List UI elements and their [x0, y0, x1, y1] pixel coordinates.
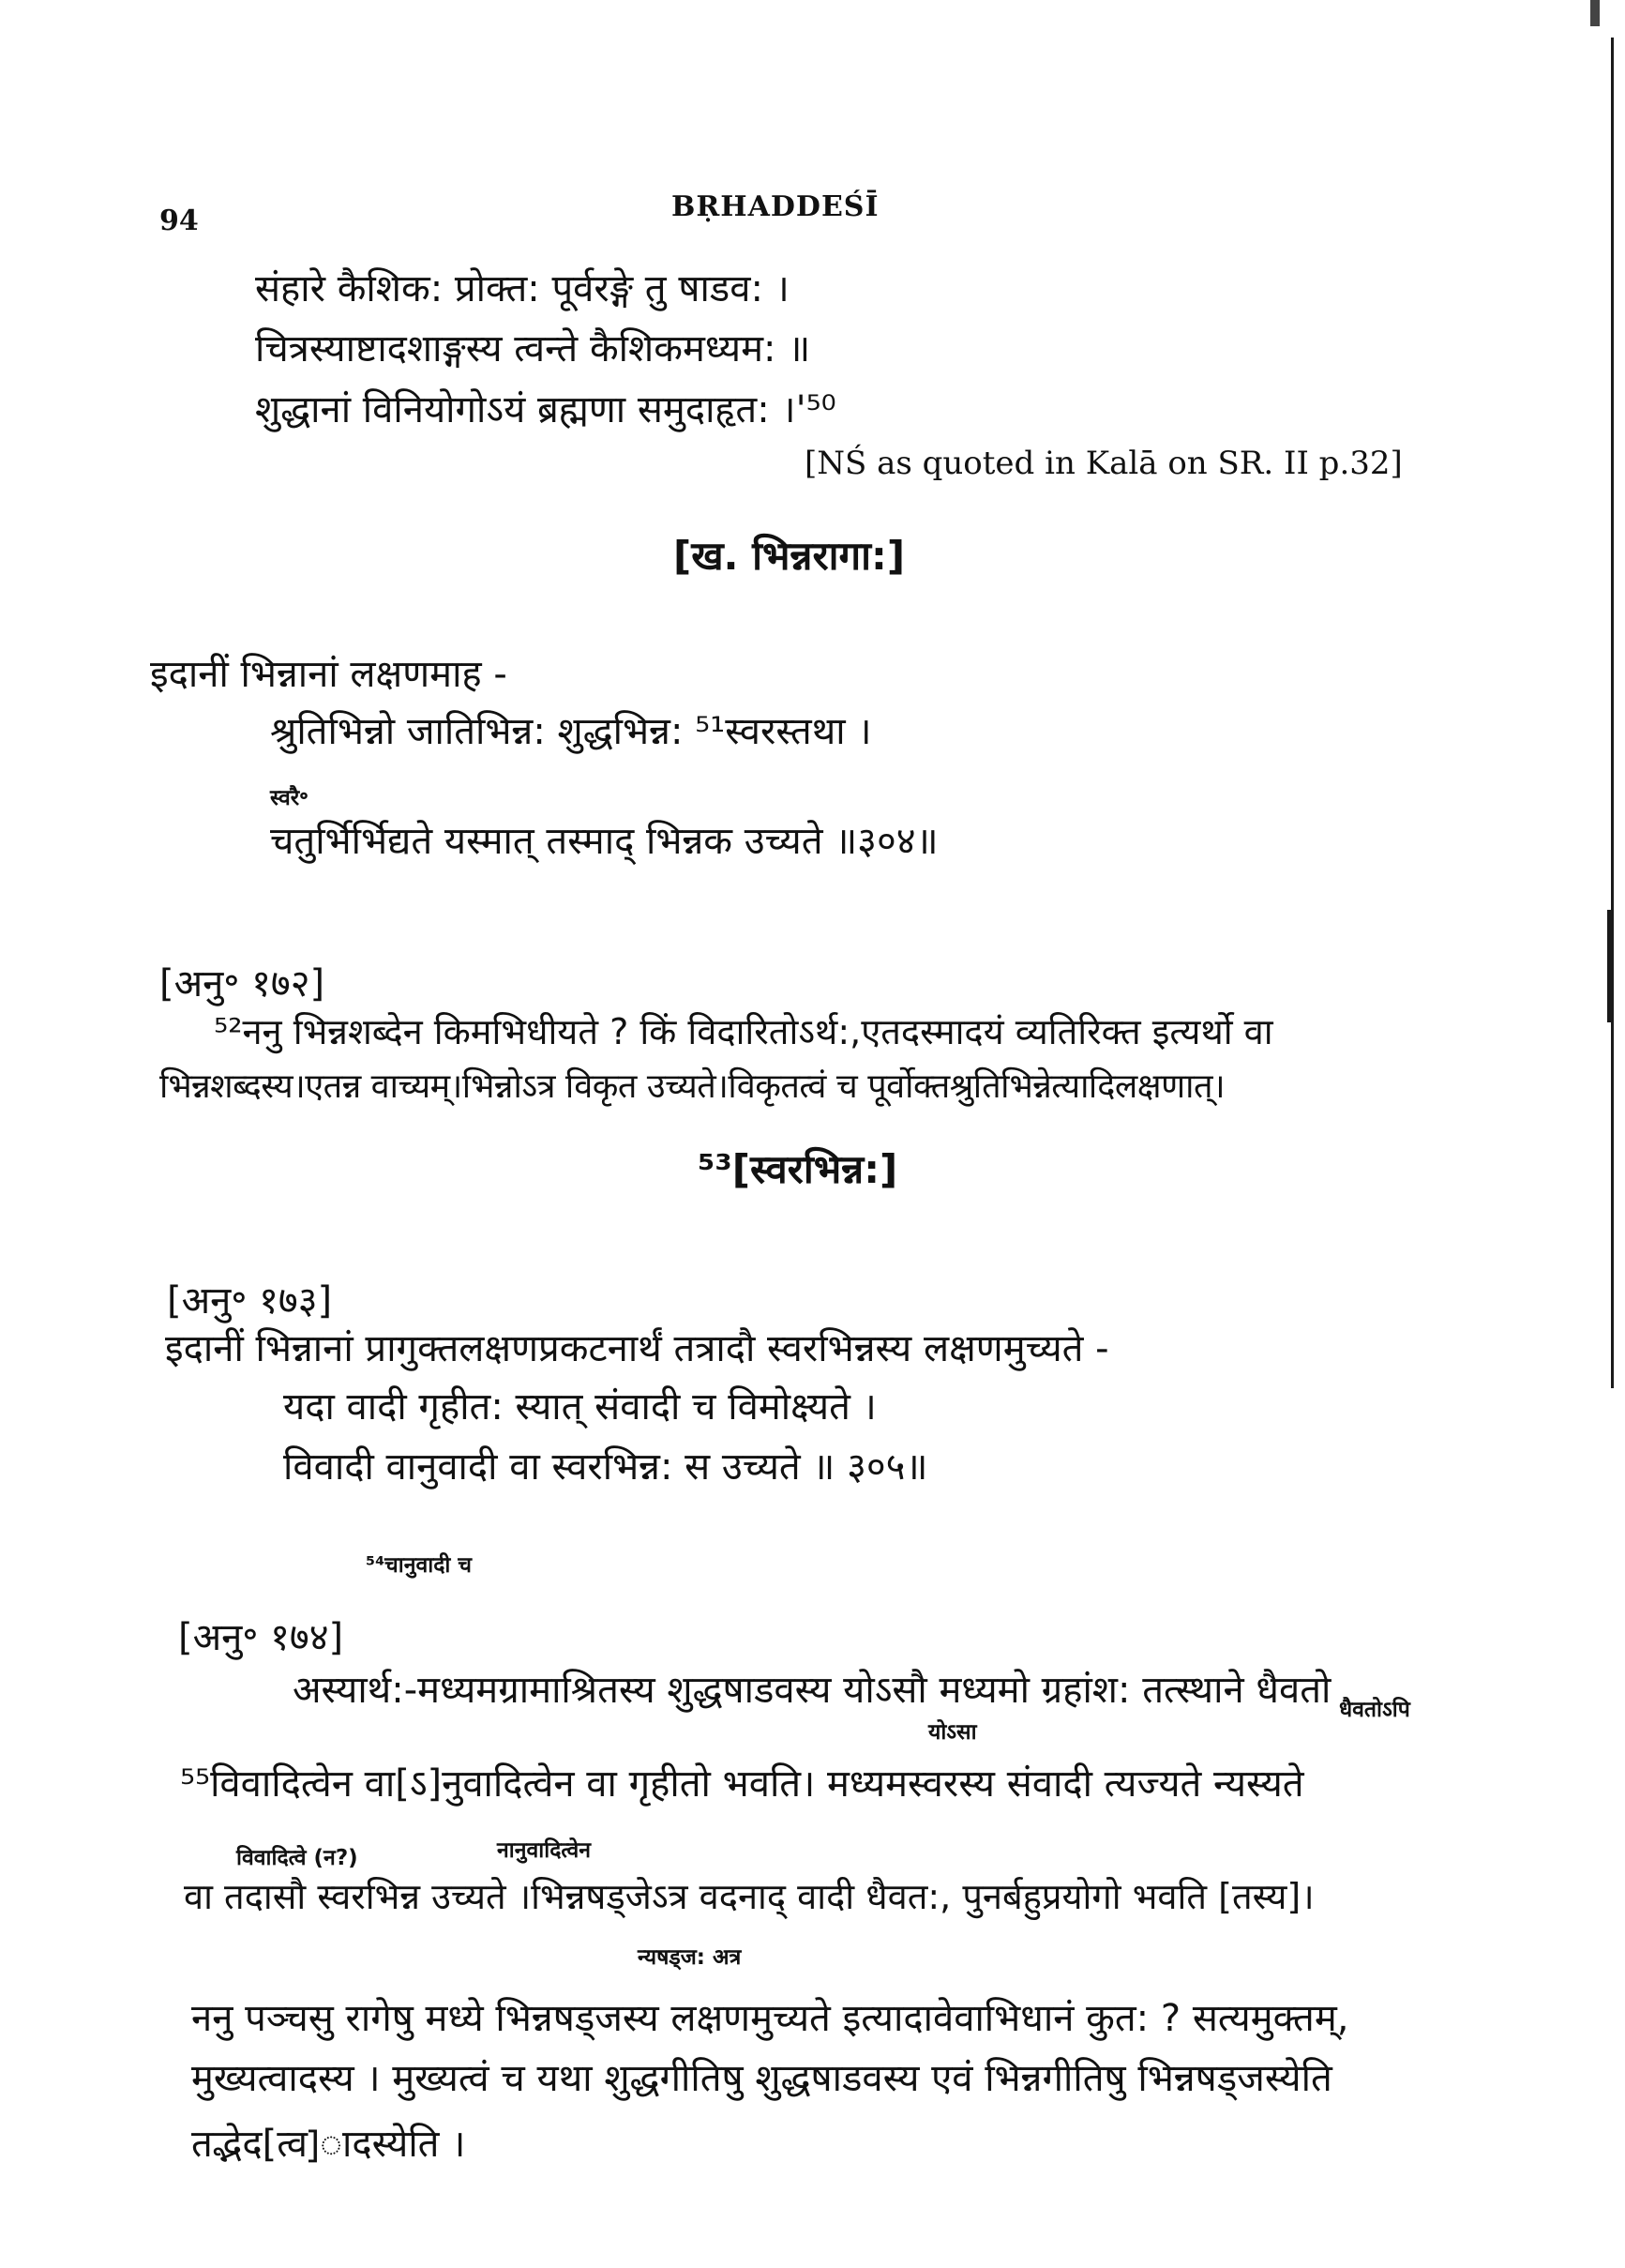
variant-note-nyashadja: न्यषड्ज: अत्र	[638, 1945, 742, 1970]
source-citation: [NŚ as quoted in Kalā on SR. II p.32]	[805, 445, 1403, 482]
anu-174-line-1: अस्यार्थ:-मध्यमग्रामाश्रितस्य शुद्धषाडवस्य योऽसौ मध्यमो ग्रहांश: तत्स्थाने धैवतो	[293, 1669, 1332, 1712]
variant-note-nanuvaditvena: नानुवादित्वेन	[497, 1838, 592, 1863]
section-heading-bhinna-ragas: [ख. भिन्नरागा:]	[673, 533, 906, 579]
intro-line: इदानीं भिन्नानां लक्षणमाह -	[150, 653, 507, 696]
scan-edge-line	[1611, 38, 1614, 1388]
anu-174-line-4: ननु पञ्चसु रागेषु मध्ये भिन्नषड्जस्य लक्षणमुच्यते इत्यादावेवाभिधानं कुत: ? सत्यमुक्तम्,	[191, 1997, 1349, 2040]
verse-305-line-1: यदा वादी गृहीत: स्यात् संवादी च विमोक्ष्यते ।	[283, 1385, 877, 1429]
variant-note-vivaditve: विवादित्वे (न?)	[236, 1846, 358, 1870]
variant-note-yosa: योऽसा	[928, 1720, 977, 1745]
running-title: BṚHADDEŚĪ	[671, 190, 880, 223]
anu-174-line-3: वा तदासौ स्वरभिन्न उच्यते ।भिन्नषड्जेऽत्र वदनाद् वादी धैवत:, पुनर्बहुप्रयोगो भवति [तस्य]।	[184, 1876, 1315, 1917]
anu-174-line-2: ⁵⁵विवादित्वेन वा[ऽ]नुवादित्वेन वा गृहीतो भवति। मध्यमस्वरस्य संवादी त्यज्यते न्यस्यते	[180, 1762, 1304, 1806]
anu-174-line-5: मुख्यत्वादस्य । मुख्यत्वं च यथा शुद्धगीतिषु शुद्धषाडवस्य एवं भिन्नगीतिषु भिन्नषड्जस्येति	[191, 2057, 1332, 2100]
anu-174-line-6: तद्भेद[त्व]ादस्येति ।	[191, 2123, 466, 2166]
page-number: 94	[159, 204, 199, 237]
verse-line-1: संहारे कैशिक: प्रोक्त: पूर्वरङ्गे तु षाडव: ।	[255, 267, 790, 310]
anu-172-line-2: भिन्नशब्दस्य।एतन्न वाच्यम्।भिन्नोऽत्र विकृत उच्यते।विकृतत्वं च पूर्वोक्तश्रुतिभिन्नेत्यादिलक्षणात्।	[159, 1067, 1226, 1106]
verse-304-line-2: चतुर्भिर्भिद्यते यस्मात् तस्माद् भिन्नक उच्यते ॥३०४॥	[270, 820, 939, 863]
section-heading-svarabhinna: ⁵³[स्वरभिन्न:]	[698, 1146, 898, 1192]
variant-note-dhaivatopi: धैवतोऽपि	[1339, 1698, 1410, 1722]
anu-172-label: [अनु॰ १७२]	[159, 962, 325, 1005]
verse-line-2: चित्रस्याष्टादशाङ्गस्य त्वन्ते कैशिकमध्यम: ॥	[255, 327, 811, 370]
anu-173-label: [अनु॰ १७३]	[167, 1279, 333, 1323]
anu-173-line-1: इदानीं भिन्नानां प्रागुक्तलक्षणप्रकटनार्थं तत्रादौ स्वरभिन्नस्य लक्षणमुच्यते -	[165, 1327, 1109, 1370]
anu-174-label: [अनु॰ १७४]	[178, 1616, 344, 1659]
scan-edge-mark	[1607, 910, 1612, 1022]
verse-305-line-2: विवादी वानुवादी वा स्वरभिन्न: स उच्यते ॥ ३०५॥	[283, 1445, 928, 1489]
verse-304-variant-note: स्वरै॰	[270, 786, 308, 810]
verse-305-variant-note: ⁵⁴चानुवादी च	[366, 1553, 473, 1578]
anu-172-line-1: ⁵²ननु भिन्नशब्देन किमभिधीयते ? किं विदारितोऽर्थ:,एतदस्मादयं व्यतिरिक्त इत्यर्थो वा	[214, 1011, 1273, 1052]
scan-edge-corner	[1590, 0, 1600, 26]
verse-line-3: शुद्धानां विनियोगोऽयं ब्रह्मणा समुदाहृत: ।'⁵⁰	[255, 388, 836, 431]
verse-304-line-1: श्रुतिभिन्नो जातिभिन्न: शुद्धभिन्न: ⁵¹स्वरस्तथा ।	[270, 710, 872, 753]
